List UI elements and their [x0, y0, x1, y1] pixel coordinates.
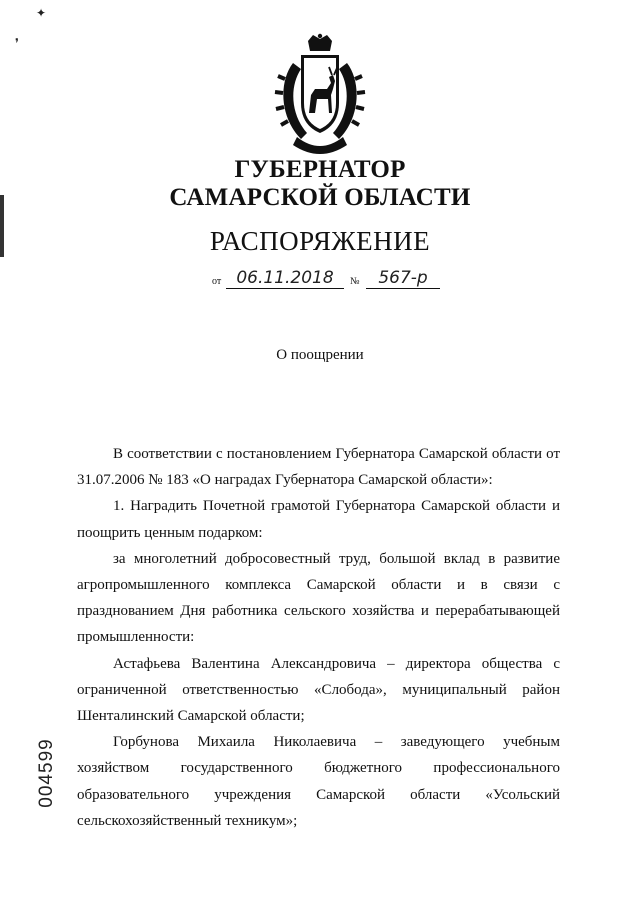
item-1-paragraph: 1. Наградить Почетной грамотой Губернатора Самарской области и поощрить ценным подарком:	[77, 498, 560, 541]
corner-mark: ✦	[36, 6, 47, 20]
issuer-title-line2: САМАРСКОЙ ОБЛАСТИ	[169, 184, 471, 211]
document-body	[77, 441, 560, 834]
reason-paragraph: за многолетний добросовестный труд, большой вклад в развитие агропромышленного комплекса Самарской области и в связи с празднованием Дня работника сельского хозяйства и перерабатывающей промышленности:	[77, 550, 560, 646]
date-number-row	[212, 268, 452, 292]
intro-paragraph: В соответствии с постановлением Губернатора Самарской области от 31.07.2006 № 183 «О наградах Губернатора Самарской области»:	[77, 446, 560, 489]
number-label: №	[350, 276, 360, 287]
margin-mark: ❜	[15, 36, 19, 50]
coat-of-arms-emblem	[271, 33, 369, 155]
document-subject: О поощрении	[276, 347, 364, 363]
awardee-2-paragraph: Горбунова Михаила Николаевича – заведующего учебным хозяйством государственного бюджетного профессионального образовательного учреждения Самарской области «Усольский сельскохозяйственный техникум»;	[77, 734, 560, 829]
handwritten-number: 567-р	[366, 268, 440, 289]
date-from-label: от	[212, 276, 222, 287]
handwritten-date: 06.11.2018	[226, 268, 344, 289]
document-type-heading: РАСПОРЯЖЕНИЕ	[209, 226, 431, 256]
issuer-title-line1: ГУБЕРНАТОР	[234, 156, 406, 183]
awardee-1-paragraph: Астафьева Валентина Александровича – директора общества с ограниченной ответственностью «Слобода», муниципальный район Шенталинский Самарской области;	[77, 655, 560, 725]
side-registration-number: 004599	[36, 738, 57, 808]
